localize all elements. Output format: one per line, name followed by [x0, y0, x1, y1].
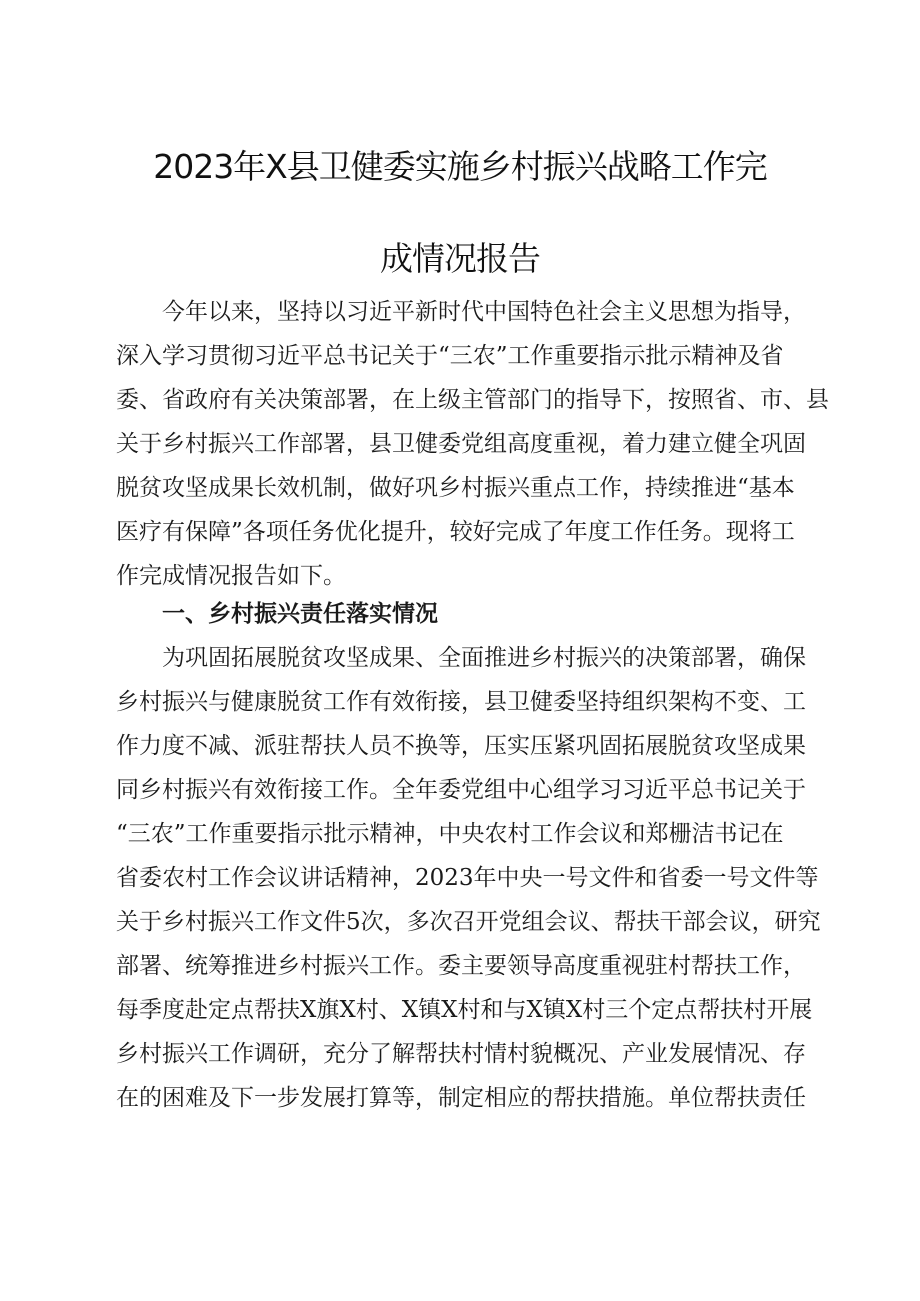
- paragraph-line: 每季度赴定点帮扶X旗X村、X镇X村和与X镇X村三个定点帮扶村开展: [116, 997, 813, 1023]
- paragraph-intro: [116, 290, 829, 598]
- paragraph-line: 脱贫攻坚成果长效机制，做好巩乡村振兴重点工作，持续推进“基本: [116, 475, 795, 501]
- paragraph-line: 深入学习贯彻习近平总书记关于“三农”工作重要指示批示精神及省: [116, 343, 784, 369]
- paragraph-line: 关于乡村振兴工作文件5次，多次召开党组会议、帮扶干部会议，研究: [116, 909, 821, 935]
- paragraph-line: 为巩固拓展脱贫攻坚成果、全面推进乡村振兴的决策部署，确保: [162, 645, 806, 671]
- paragraph-line: 同乡村振兴有效衔接工作。全年委党组中心组学习习近平总书记关于: [116, 777, 806, 803]
- paragraph-line: 省委农村工作会议讲话精神，2023年中央一号文件和省委一号文件等: [116, 865, 819, 891]
- paragraph-line: 作力度不减、派驻帮扶人员不换等，压实压紧巩固拓展脱贫攻坚成果: [116, 733, 806, 759]
- paragraph-section-1: [116, 636, 821, 1120]
- paragraph-line: “三农”工作重要指示批示精神，中央农村工作会议和郑栅洁书记在: [116, 821, 784, 847]
- paragraph-line: 今年以来，坚持以习近平新时代中国特色社会主义思想为指导，: [162, 299, 806, 325]
- paragraph-line: 关于乡村振兴工作部署，县卫健委党组高度重视，着力建立健全巩固: [116, 431, 806, 457]
- section-heading: 一、乡村振兴责任落实情况: [162, 601, 438, 627]
- paragraph-line: 在的困难及下一步发展打算等，制定相应的帮扶措施。单位帮扶责任: [116, 1085, 806, 1111]
- paragraph-line: 部署、统筹推进乡村振兴工作。委主要领导高度重视驻村帮扶工作，: [116, 953, 806, 979]
- paragraph-line: 乡村振兴与健康脱贫工作有效衔接，县卫健委坚持组织架构不变、工: [116, 689, 806, 715]
- paragraph-line: 委、省政府有关决策部署，在上级主管部门的指导下，按照省、市、县: [116, 387, 829, 413]
- paragraph-line: 作完成情况报告如下。: [116, 563, 346, 589]
- paragraph-line: 乡村振兴工作调研，充分了解帮扶村情村貌概况、产业发展情况、存: [116, 1041, 806, 1067]
- document-title-line-2: 成情况报告: [380, 239, 540, 278]
- paragraph-line: 医疗有保障”各项任务优化提升，较好完成了年度工作任务。现将工: [116, 519, 795, 545]
- document-title-line-1: 2023年X县卫健委实施乡村振兴战略工作完: [153, 147, 767, 186]
